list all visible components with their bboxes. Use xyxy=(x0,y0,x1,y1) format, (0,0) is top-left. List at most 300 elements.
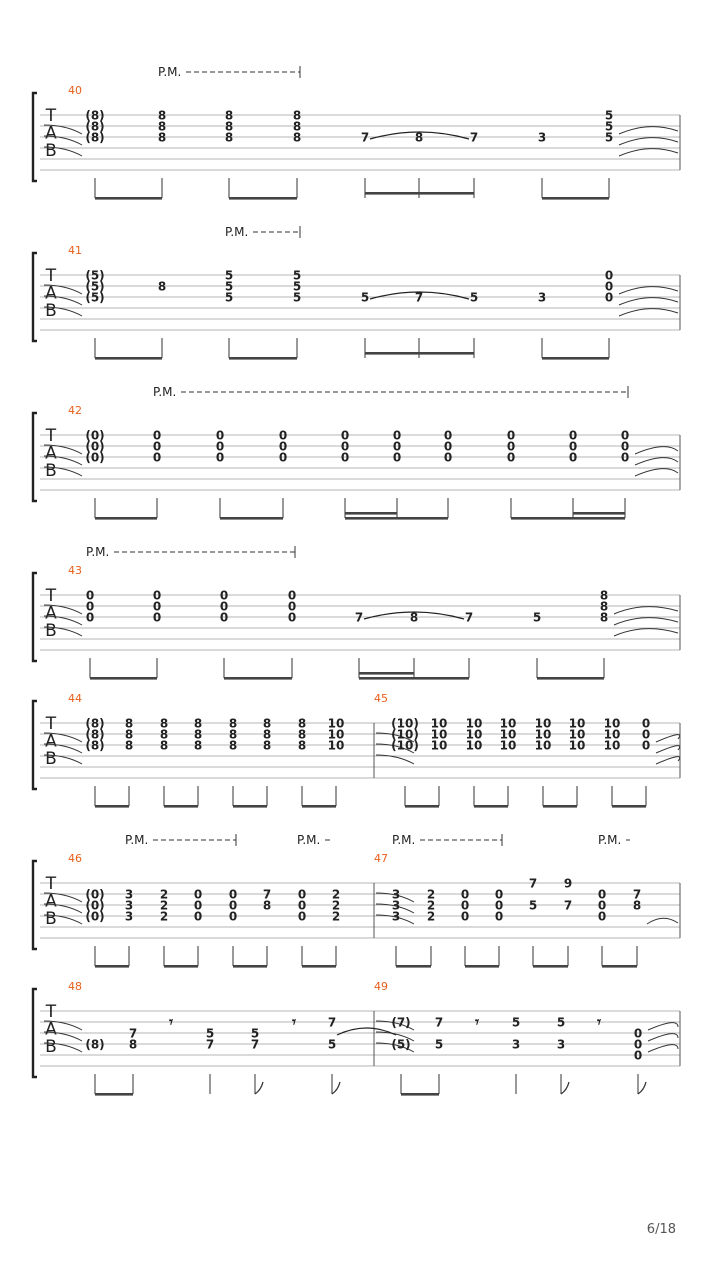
fret-number: 5 xyxy=(224,279,234,294)
fret-number: 0 xyxy=(633,1048,643,1063)
tie-out-curve xyxy=(648,1045,678,1052)
fret-number: 8 xyxy=(124,716,134,731)
fret-number: 2 xyxy=(331,909,341,924)
note-beam xyxy=(95,965,129,968)
fret-number: 0 xyxy=(460,887,470,902)
fret-number: 5 xyxy=(532,610,542,625)
fret-number: 7 xyxy=(434,1015,444,1030)
fret-number: 5 xyxy=(327,1037,337,1052)
fret-number: 8 xyxy=(262,727,272,742)
fret-number: 10 xyxy=(534,727,552,742)
fret-number: 8 xyxy=(224,119,234,134)
tie-out-curve xyxy=(635,458,678,465)
note-beam xyxy=(365,192,474,195)
tab-clef-letter: T xyxy=(45,714,57,734)
fret-number: 3 xyxy=(124,909,134,924)
note-beam xyxy=(542,197,609,200)
fret-number: 2 xyxy=(159,909,169,924)
fret-number: 0 xyxy=(568,439,578,454)
fret-number: 0 xyxy=(604,279,614,294)
fret-number: 0 xyxy=(620,439,630,454)
fret-number: (0) xyxy=(85,887,105,902)
note-beam xyxy=(220,517,283,520)
fret-number: 0 xyxy=(340,450,350,465)
fret-number: 0 xyxy=(152,610,162,625)
measure-number: 44 xyxy=(68,692,82,705)
palm-mute-label: P.M. xyxy=(225,225,249,239)
page-indicator: 6/18 xyxy=(646,1222,676,1237)
note-beam xyxy=(396,965,431,968)
fret-number: 0 xyxy=(287,610,297,625)
fret-number: 0 xyxy=(604,268,614,283)
fret-number: 8 xyxy=(599,599,609,614)
measure-number: 40 xyxy=(68,84,82,97)
fret-number: (5) xyxy=(85,279,105,294)
eighth-rest: 𝄾 xyxy=(597,1013,601,1031)
system-bracket xyxy=(33,253,37,341)
note-beam xyxy=(543,805,577,808)
fret-number: 10 xyxy=(603,738,621,753)
fret-number: 10 xyxy=(327,738,345,753)
system-bracket xyxy=(33,861,37,949)
fret-number: 2 xyxy=(426,898,436,913)
fret-number: 8 xyxy=(409,610,419,625)
fret-number: 8 xyxy=(157,279,167,294)
measure-number: 41 xyxy=(68,244,82,257)
system-bracket xyxy=(33,413,37,501)
tie-out-curve xyxy=(648,1023,678,1030)
measure-number: 49 xyxy=(374,980,388,993)
fret-number: 8 xyxy=(228,727,238,742)
note-beam xyxy=(573,512,625,515)
fret-number: 0 xyxy=(506,439,516,454)
fret-number: 8 xyxy=(292,108,302,123)
fret-number: 7 xyxy=(354,610,364,625)
fret-number: 5 xyxy=(604,108,614,123)
tab-clef-letter: B xyxy=(45,461,57,481)
note-beam xyxy=(465,965,499,968)
fret-number: 8 xyxy=(292,130,302,145)
fret-number: 0 xyxy=(219,599,229,614)
fret-number: 0 xyxy=(633,1037,643,1052)
fret-number: 8 xyxy=(228,738,238,753)
fret-number: 5 xyxy=(224,268,234,283)
fret-number: 5 xyxy=(360,290,370,305)
note-beam xyxy=(95,1093,133,1096)
fret-number: 8 xyxy=(159,738,169,753)
note-flag xyxy=(332,1082,340,1094)
note-beam xyxy=(474,805,508,808)
tie-out-curve xyxy=(614,618,678,625)
fret-number: 2 xyxy=(159,887,169,902)
fret-number: 8 xyxy=(599,588,609,603)
fret-number: 3 xyxy=(391,887,401,902)
fret-number: 0 xyxy=(443,439,453,454)
note-beam xyxy=(345,517,448,520)
fret-number: 5 xyxy=(469,290,479,305)
note-beam xyxy=(233,805,267,808)
fret-number: 8 xyxy=(124,738,134,753)
fret-number: 8 xyxy=(262,738,272,753)
fret-number: 0 xyxy=(152,599,162,614)
fret-number: 8 xyxy=(157,119,167,134)
tie-out-curve xyxy=(656,735,680,742)
fret-number: 0 xyxy=(506,428,516,443)
fret-number: (10) xyxy=(391,716,419,731)
tie-out-curve xyxy=(619,287,678,294)
tab-clef-letter: A xyxy=(45,603,57,624)
fret-number: 0 xyxy=(597,887,607,902)
tie-out-curve xyxy=(619,309,678,316)
note-beam xyxy=(224,677,292,680)
fret-number: 10 xyxy=(430,727,448,742)
fret-number: (5) xyxy=(85,268,105,283)
note-beam xyxy=(537,677,604,680)
fret-number: 0 xyxy=(152,450,162,465)
measure-number: 45 xyxy=(374,692,388,705)
fret-number: (5) xyxy=(85,290,105,305)
fret-number: 0 xyxy=(228,898,238,913)
fret-number: 2 xyxy=(331,887,341,902)
note-beam xyxy=(401,1093,439,1096)
note-beam xyxy=(229,357,297,360)
fret-number: 10 xyxy=(568,738,586,753)
fret-number: 8 xyxy=(297,716,307,731)
note-beam xyxy=(359,672,414,675)
measure-number: 46 xyxy=(68,852,82,865)
note-beam xyxy=(345,512,397,515)
legato-tie xyxy=(337,1028,396,1035)
fret-number: 0 xyxy=(620,450,630,465)
fret-number: 8 xyxy=(292,119,302,134)
fret-number: 10 xyxy=(327,716,345,731)
fret-number: 0 xyxy=(460,898,470,913)
fret-number: 3 xyxy=(537,130,547,145)
fret-number: (0) xyxy=(85,428,105,443)
fret-number: 10 xyxy=(534,738,552,753)
note-beam xyxy=(365,352,474,355)
note-beam xyxy=(612,805,646,808)
fret-number: 10 xyxy=(603,727,621,742)
tab-clef-letter: A xyxy=(45,283,57,304)
fret-number: (8) xyxy=(85,119,105,134)
fret-number: 8 xyxy=(124,727,134,742)
fret-number: 0 xyxy=(506,450,516,465)
fret-number: 3 xyxy=(537,290,547,305)
fret-number: 0 xyxy=(494,898,504,913)
fret-number: 2 xyxy=(426,887,436,902)
fret-number: 5 xyxy=(205,1026,215,1041)
tab-clef-letter: T xyxy=(45,1002,57,1022)
tab-clef-letter: B xyxy=(45,141,57,161)
system-bracket xyxy=(33,93,37,181)
palm-mute-label: P.M. xyxy=(153,385,177,399)
tab-clef-letter: A xyxy=(45,891,57,912)
note-beam xyxy=(164,965,198,968)
fret-number: (8) xyxy=(85,738,105,753)
fret-number: 8 xyxy=(297,738,307,753)
fret-number: 0 xyxy=(620,428,630,443)
palm-mute-label: P.M. xyxy=(297,833,321,847)
fret-number: 8 xyxy=(599,610,609,625)
tab-clef-letter: A xyxy=(45,731,57,752)
fret-number: 0 xyxy=(215,428,225,443)
tab-clef-letter: T xyxy=(45,266,57,286)
tab-clef-letter: B xyxy=(45,1037,57,1057)
fret-number: 0 xyxy=(392,439,402,454)
system-bracket xyxy=(33,701,37,789)
fret-number: 5 xyxy=(292,290,302,305)
fret-number: 0 xyxy=(604,290,614,305)
fret-number: 7 xyxy=(250,1037,260,1052)
fret-number: 3 xyxy=(511,1037,521,1052)
fret-number: 10 xyxy=(603,716,621,731)
fret-number: 7 xyxy=(563,898,573,913)
fret-number: 0 xyxy=(215,450,225,465)
note-beam xyxy=(95,517,157,520)
fret-number: 0 xyxy=(193,898,203,913)
fret-number: 0 xyxy=(297,887,307,902)
fret-number: 0 xyxy=(340,439,350,454)
fret-number: 0 xyxy=(278,439,288,454)
fret-number: (7) xyxy=(391,1015,411,1030)
fret-number: 8 xyxy=(157,130,167,145)
fret-number: 8 xyxy=(193,716,203,731)
system-bracket xyxy=(33,989,37,1077)
tab-clef-letter: T xyxy=(45,586,57,606)
tie-out-curve xyxy=(635,469,678,476)
note-beam xyxy=(95,197,162,200)
fret-number: 5 xyxy=(292,279,302,294)
fret-number: 7 xyxy=(528,876,538,891)
fret-number: 3 xyxy=(556,1037,566,1052)
fret-number: (8) xyxy=(85,716,105,731)
note-beam xyxy=(602,965,637,968)
fret-number: 10 xyxy=(499,727,517,742)
tie-out-curve xyxy=(656,757,680,764)
fret-number: 0 xyxy=(494,909,504,924)
fret-number: 0 xyxy=(641,727,651,742)
fret-number: 8 xyxy=(414,130,424,145)
fret-number: 7 xyxy=(414,290,424,305)
fret-number: 2 xyxy=(426,909,436,924)
tab-clef-letter: A xyxy=(45,1019,57,1040)
fret-number: 0 xyxy=(219,610,229,625)
fret-number: 7 xyxy=(128,1026,138,1041)
tie-out-curve xyxy=(635,447,678,454)
fret-number: 0 xyxy=(641,716,651,731)
fret-number: (0) xyxy=(85,909,105,924)
fret-number: 0 xyxy=(443,450,453,465)
fret-number: 0 xyxy=(193,909,203,924)
fret-number: 10 xyxy=(465,738,483,753)
tie-out-curve xyxy=(619,149,678,156)
tab-clef-letter: A xyxy=(45,443,57,464)
fret-number: 5 xyxy=(604,130,614,145)
fret-number: 10 xyxy=(499,716,517,731)
fret-number: 10 xyxy=(430,738,448,753)
fret-number: 0 xyxy=(568,450,578,465)
fret-number: 7 xyxy=(632,887,642,902)
measure-number: 47 xyxy=(374,852,388,865)
fret-number: 8 xyxy=(159,716,169,731)
tab-clef-letter: B xyxy=(45,621,57,641)
eighth-rest: 𝄾 xyxy=(169,1013,173,1031)
fret-number: 8 xyxy=(262,898,272,913)
eighth-rest: 𝄾 xyxy=(475,1013,479,1031)
note-beam xyxy=(302,805,336,808)
fret-number: 3 xyxy=(391,898,401,913)
fret-number: 0 xyxy=(297,909,307,924)
tie-out-curve xyxy=(648,1034,678,1041)
fret-number: 7 xyxy=(469,130,479,145)
fret-number: 3 xyxy=(391,909,401,924)
fret-number: 8 xyxy=(128,1037,138,1052)
fret-number: 0 xyxy=(85,610,95,625)
system-bracket xyxy=(33,573,37,661)
tab-clef-letter: B xyxy=(45,749,57,769)
fret-number: 0 xyxy=(641,738,651,753)
fret-number: 2 xyxy=(159,898,169,913)
fret-number: (0) xyxy=(85,439,105,454)
fret-number: 8 xyxy=(224,130,234,145)
tab-clef-letter: T xyxy=(45,874,57,894)
fret-number: 8 xyxy=(193,738,203,753)
fret-number: 0 xyxy=(392,428,402,443)
fret-number: 0 xyxy=(568,428,578,443)
fret-number: 5 xyxy=(434,1037,444,1052)
palm-mute-label: P.M. xyxy=(598,833,622,847)
tie-out-curve xyxy=(647,918,678,924)
fret-number: 7 xyxy=(464,610,474,625)
fret-number: 0 xyxy=(228,887,238,902)
fret-number: 0 xyxy=(152,588,162,603)
fret-number: 5 xyxy=(604,119,614,134)
note-beam xyxy=(95,805,129,808)
fret-number: 0 xyxy=(287,599,297,614)
tab-clef-letter: T xyxy=(45,106,57,126)
fret-number: 8 xyxy=(228,716,238,731)
tie-out-curve xyxy=(656,746,680,753)
fret-number: 7 xyxy=(205,1037,215,1052)
tie-out-curve xyxy=(619,138,678,145)
note-beam xyxy=(164,805,198,808)
note-flag xyxy=(255,1082,263,1094)
fret-number: 0 xyxy=(215,439,225,454)
fret-number: 0 xyxy=(85,599,95,614)
tab-clef-letter: B xyxy=(45,909,57,929)
measure-number: 48 xyxy=(68,980,82,993)
fret-number: 0 xyxy=(152,428,162,443)
fret-number: 0 xyxy=(494,887,504,902)
fret-number: (8) xyxy=(85,130,105,145)
fret-number: 0 xyxy=(278,450,288,465)
fret-number: 10 xyxy=(327,727,345,742)
tie-out-curve xyxy=(614,607,678,614)
fret-number: (8) xyxy=(85,108,105,123)
fret-number: 3 xyxy=(124,898,134,913)
fret-number: 0 xyxy=(152,439,162,454)
fret-number: 10 xyxy=(430,716,448,731)
note-beam xyxy=(542,357,609,360)
fret-number: 0 xyxy=(219,588,229,603)
fret-number: 8 xyxy=(297,727,307,742)
fret-number: 0 xyxy=(228,909,238,924)
note-beam xyxy=(95,357,162,360)
fret-number: 5 xyxy=(292,268,302,283)
fret-number: 8 xyxy=(632,898,642,913)
note-beam xyxy=(359,677,469,680)
fret-number: 0 xyxy=(278,428,288,443)
tie-out-curve xyxy=(619,127,678,134)
tie-out-curve xyxy=(614,629,678,636)
fret-number: 0 xyxy=(460,909,470,924)
note-beam xyxy=(533,965,568,968)
fret-number: 5 xyxy=(250,1026,260,1041)
fret-number: 10 xyxy=(534,716,552,731)
fret-number: 5 xyxy=(528,898,538,913)
fret-number: 9 xyxy=(563,876,573,891)
fret-number: 8 xyxy=(157,108,167,123)
fret-number: 7 xyxy=(262,887,272,902)
tab-clef-letter: B xyxy=(45,301,57,321)
note-flag xyxy=(638,1082,646,1094)
fret-number: 0 xyxy=(287,588,297,603)
fret-number: (0) xyxy=(85,450,105,465)
fret-number: (8) xyxy=(85,727,105,742)
fret-number: 8 xyxy=(224,108,234,123)
fret-number: 5 xyxy=(224,290,234,305)
palm-mute-label: P.M. xyxy=(158,65,182,79)
fret-number: 0 xyxy=(193,887,203,902)
palm-mute-label: P.M. xyxy=(86,545,110,559)
fret-number: (10) xyxy=(391,727,419,742)
note-beam xyxy=(90,677,157,680)
fret-number: 10 xyxy=(568,716,586,731)
fret-number: 0 xyxy=(633,1026,643,1041)
fret-number: (0) xyxy=(85,898,105,913)
fret-number: 0 xyxy=(597,898,607,913)
fret-number: 10 xyxy=(465,716,483,731)
eighth-rest: 𝄾 xyxy=(292,1013,296,1031)
measure-number: 42 xyxy=(68,404,82,417)
fret-number: 3 xyxy=(124,887,134,902)
tab-clef-letter: A xyxy=(45,123,57,144)
fret-number: (10) xyxy=(391,738,419,753)
note-beam xyxy=(511,517,625,520)
fret-number: 2 xyxy=(331,898,341,913)
fret-number: 7 xyxy=(327,1015,337,1030)
fret-number: 8 xyxy=(159,727,169,742)
fret-number: 5 xyxy=(511,1015,521,1030)
fret-number: 8 xyxy=(193,727,203,742)
palm-mute-label: P.M. xyxy=(392,833,416,847)
note-beam xyxy=(233,965,267,968)
note-beam xyxy=(229,197,297,200)
note-beam xyxy=(302,965,336,968)
fret-number: 0 xyxy=(392,450,402,465)
fret-number: 0 xyxy=(340,428,350,443)
tab-clef-letter: T xyxy=(45,426,57,446)
tie-out-curve xyxy=(619,298,678,305)
fret-number: (5) xyxy=(391,1037,411,1052)
note-flag xyxy=(561,1082,569,1094)
fret-number: 10 xyxy=(499,738,517,753)
fret-number: 5 xyxy=(556,1015,566,1030)
palm-mute-label: P.M. xyxy=(125,833,149,847)
fret-number: 0 xyxy=(443,428,453,443)
fret-number: 10 xyxy=(465,727,483,742)
